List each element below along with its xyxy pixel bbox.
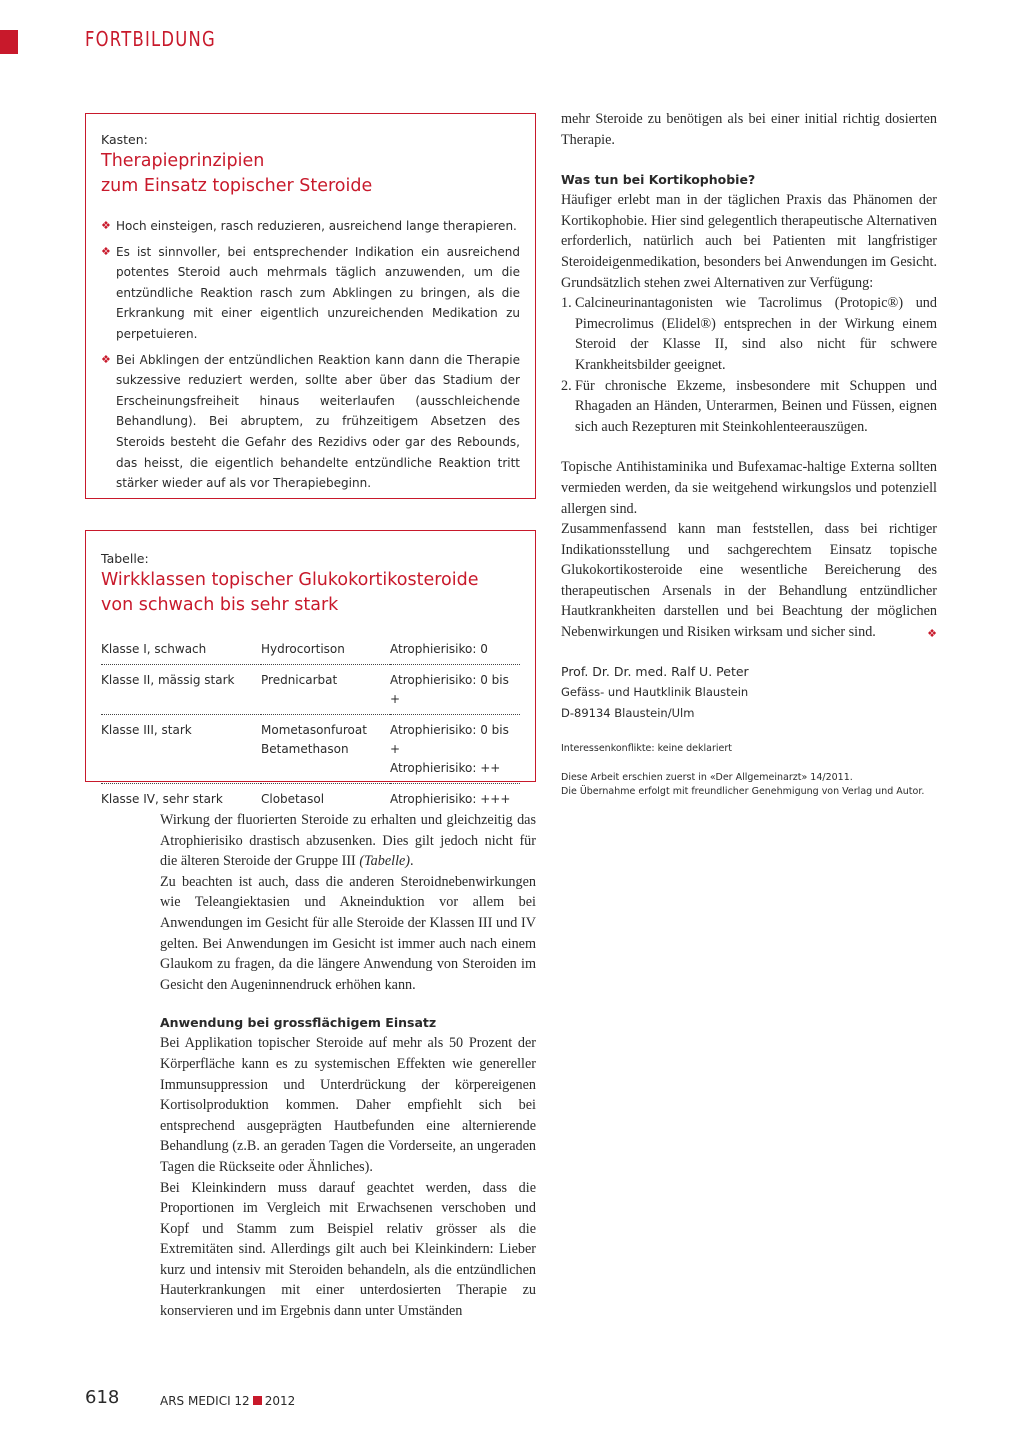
tabelle-label: Tabelle: — [101, 551, 149, 566]
kasten-title — [101, 149, 520, 199]
list-item-text: Calcineurinantagonisten wie Tacrolimus (Protopic®) und Pimecrolimus (Elidel®) entsprechen in der Wirkung einem Steroid der Klasse II, sind also nicht für schwere Krankheitsbilder geeignet. — [575, 295, 937, 373]
section-heading: Was tun bei Kortikophobie? — [561, 172, 756, 188]
steroid-class-table — [101, 634, 520, 814]
list-item — [561, 293, 937, 375]
kasten-title-line1: Therapieprinzipien — [101, 151, 265, 171]
table-cell-risiko: Atrophierisiko: 0 bis + — [390, 665, 520, 715]
table-row — [101, 715, 520, 784]
list-item-text: Es ist sinnvoller, bei entsprechender Indikation ein ausreichend potentes Steroid auch mehrmals täglich anzuwenden, um die entzündliche Reaktion rasch zum Abklingen zu bringen, als die Erkrankung mit einer eigentlich unzureichenden Medikation zu perpetuieren. — [116, 244, 520, 341]
list-item-text: Für chronische Ekzeme, insbesondere mit Schuppen und Rhagaden an Händen, Unterarmen, Beinen und Füssen, eignen sich auch Rezepturen mit Steinkohlenteerauszügen. — [575, 377, 937, 435]
wirkstoff-2: Betamethason — [261, 742, 349, 756]
journal-year: 2012 — [264, 1394, 296, 1408]
list-item — [101, 350, 520, 494]
paragraph: Bei Kleinkindern muss darauf geachtet werden, dass die Proportionen im Vergleich mit Erwachsenen verschoben und Kopf und Stamm zum Beispiel relativ grösser als die Extremitäten sind. Allerdings gilt auch bei Kleinkindern: Lieber kurz und intensiv mit Steroiden behandeln, als die entzündlichen Hauterkrankungen mit einer unterdosierten Therapie zu konservieren und im Ergebnis dann unter Umständen — [160, 1179, 536, 1320]
table-cell-wirkstoff — [261, 715, 390, 784]
author-name: Prof. Dr. Dr. med. Ralf U. Peter — [561, 663, 749, 679]
paragraph: Zu beachten ist auch, dass die anderen Steroidnebenwirkungen wie Teleangiektasien und Akneinduktion vor allem bei Anwendungen im Gesicht für alle Steroide der Klassen III und IV gelten. Bei Anwendungen im Gesicht ist immer auch nach einem Glaukom zu fragen, da die längere Anwendung von Steroiden im Gesicht den Augeninnendruck erhöhen kann. — [160, 873, 536, 993]
paragraph-end: . — [410, 853, 414, 870]
table-cell-wirkstoff: Hydrocortison — [261, 634, 390, 665]
paragraph-text: Wirkung der fluorierten Steroide zu erhalten und gleichzeitig das Atrophierisiko drastisch abzusenken. Dies gilt jedoch nicht für die älteren Steroide der Gruppe III — [160, 812, 536, 870]
conflicts-note: Interessenkonflikte: keine deklariert — [561, 742, 732, 754]
table-cell-risiko: Atrophierisiko: +++ — [390, 792, 511, 806]
list-item-text: Hoch einsteigen, rasch reduzieren, ausreichend lange therapieren. — [116, 219, 517, 233]
table-cell-wirkstoff: Clobetasol — [261, 792, 325, 806]
risiko-2: Atrophierisiko: ++ — [390, 761, 501, 775]
table-cell-risiko: Atrophierisiko: 0 — [390, 634, 520, 665]
table-cell-klasse: Klasse IV, sehr stark — [101, 792, 223, 806]
source-note: Diese Arbeit erschien zuerst in «Der Allgemeinarzt» 14/2011. — [561, 771, 853, 783]
table-cell-risiko — [390, 715, 520, 784]
journal-footer — [160, 1394, 295, 1408]
table-cell-klasse: Klasse III, stark — [101, 715, 261, 784]
right-column-text — [561, 109, 937, 799]
author-block — [561, 661, 937, 724]
risiko-1: Atrophierisiko: 0 bis + — [390, 723, 509, 756]
kasten-box — [85, 113, 536, 499]
paragraph: Bei Applikation topischer Steroide auf mehr als 50 Prozent der Körperfläche kann es zu systemischen Effekten wie genereller Immunsuppression und Unterdrückung der körpereigenen Kortisolproduktion kommen. Daher empfiehlt sich bei entsprechend ausgeprägten Hautbefunden eine alternierende Behandlung (z.B. an geraden Tagen die Vorderseite, an ungeraden Tagen die Rückseite oder Ähnliches). — [160, 1035, 536, 1175]
author-address: D-89134 Blaustein/Ulm — [561, 705, 695, 720]
section-heading: Anwendung bei grossflächigem Einsatz — [160, 1015, 437, 1031]
diamond-bullet-icon: ❖ — [101, 352, 111, 366]
diamond-bullet-icon: ❖ — [101, 219, 111, 232]
paragraph: mehr Steroide zu benötigen als bei einer initial richtig dosierten Therapie. — [561, 111, 937, 148]
kasten-label: Kasten: — [101, 132, 148, 147]
table-cell-klasse: Klasse II, mässig stark — [101, 665, 261, 715]
table-reference: (Tabelle) — [359, 853, 411, 870]
journal-name: ARS MEDICI 12 — [160, 1394, 250, 1408]
diamond-bullet-icon: ❖ — [101, 244, 111, 258]
wirkstoff-1: Mometasonfuroat — [261, 723, 367, 737]
kasten-list — [101, 216, 520, 494]
kasten-title-line2: zum Einsatz topischer Steroide — [101, 176, 373, 196]
list-item — [101, 216, 520, 237]
paragraph-text: Zusammenfassend kann man feststellen, dass bei richtiger Indikationsstellung und sachgerechtem Einsatz topische Glukokortikosteroide eine wesentliche Bereicherung des therapeutischen Arsenals in der Behandlung entzündlicher Hautkrankheiten darstellen und bei Beachtung der möglichen Nebenwirkungen und Risiken wirksam und sicher sind. — [561, 521, 937, 641]
footer-square-icon — [253, 1396, 262, 1405]
article-end-icon: ❖ — [927, 628, 937, 641]
list-item — [561, 376, 937, 438]
table-row — [101, 634, 520, 665]
paragraph — [160, 810, 536, 872]
paragraph: Häufiger erlebt man in der täglichen Praxis das Phänomen der Kortikophobie. Hier sind gelegentlich therapeutische Alternativen erforderlich, natürlich auch bei Patienten mit langfristiger Steroideigenmedikation, besonders bei Anwendungen im Gesicht. Grundsätzlich stehen zwei Alternativen zur Verfügung: — [561, 192, 937, 291]
table-cell-klasse: Klasse I, schwach — [101, 634, 261, 665]
section-title: FORTBILDUNG — [85, 27, 216, 51]
page-number: 618 — [85, 1387, 120, 1408]
table-row — [101, 665, 520, 715]
list-number: 1. — [561, 295, 572, 312]
list-number: 2. — [561, 377, 572, 394]
alternatives-list — [561, 293, 937, 437]
paragraph: Topische Antihistaminika und Bufexamac-haltige Externa sollten vermieden werden, da sie weitgehend wirkungslos und potenziell allergen sind. — [561, 459, 937, 517]
tabelle-title — [101, 568, 520, 618]
tabelle-title-line1: Wirkklassen topischer Glukokortikosteroide — [101, 570, 479, 590]
tabelle-title-line2: von schwach bis sehr stark — [101, 595, 339, 615]
table-cell-wirkstoff: Prednicarbat — [261, 665, 390, 715]
paragraph — [561, 519, 937, 643]
permission-note: Die Übernahme erfolgt mit freundlicher Genehmigung von Verlag und Autor. — [561, 785, 925, 797]
left-column-text — [160, 810, 536, 1322]
list-item-text: Bei Abklingen der entzündlichen Reaktion kann dann die Therapie sukzessive reduziert werden, sollte aber über das Stadium der Erscheinungsfreiheit hinaus weiterlaufen (ausschleichende Behandlung). Bei abruptem, zu frühzeitigem Absetzen des Steroids besteht die Gefahr des Rezidivs oder gar des Rebounds, das heisst, die eigentlich behandelte entzündliche Reaktion tritt stärker wieder auf als vor Therapiebeginn. — [116, 352, 520, 491]
author-clinic: Gefäss- und Hautklinik Blaustein — [561, 684, 749, 699]
section-color-mark — [0, 30, 18, 54]
list-item — [101, 242, 520, 345]
tabelle-box — [85, 530, 536, 806]
